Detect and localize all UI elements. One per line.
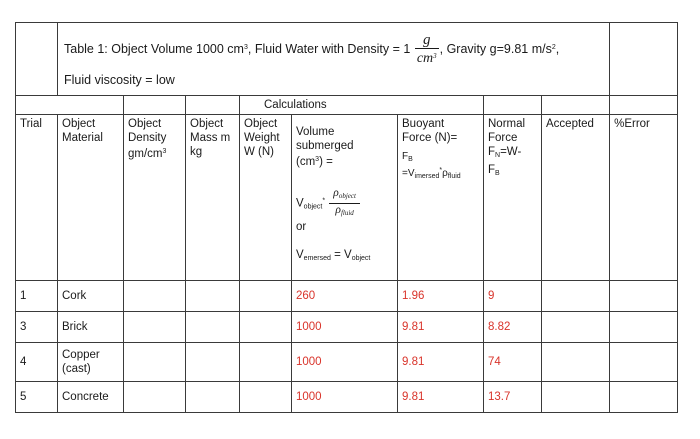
column-header-row [16, 115, 678, 281]
table-row [16, 382, 678, 413]
header-normal: Normal Force $F_N=W-$ $F_B$ [484, 115, 542, 281]
header-density: Object Density $gm/cm^3$ [124, 115, 186, 281]
cell-normal: 8.82 [484, 312, 542, 343]
title-spacer-cell [16, 23, 58, 96]
title-row [16, 23, 678, 96]
caption-viscosity: Fluid viscosity = low [64, 73, 175, 87]
data-table-container [15, 22, 677, 427]
cell-normal: 9 [484, 281, 542, 312]
cell-volume: 260 [292, 281, 398, 312]
table-row [16, 343, 678, 382]
header-material: Object Material [58, 115, 124, 281]
header-weight: Object Weight W (N) [240, 115, 292, 281]
calculations-header: Calculations [240, 96, 484, 115]
volume-formula: $V_{object}^*$ $\frac{\rho_{object}}{\rho_{fluid}}$ [296, 187, 393, 220]
cell-volume: 1000 [292, 382, 398, 413]
buoyant-formula: $F_B$ $=V_{imersed}^*\rho_{fluid}$ [402, 151, 461, 180]
cell-volume: 1000 [292, 343, 398, 382]
title-spacer-cell-right [610, 23, 678, 96]
header-accepted: Accepted [542, 115, 610, 281]
cell-material: Copper (cast) [58, 343, 124, 382]
cell-trial: 5 [16, 382, 58, 413]
cell-trial: 1 [16, 281, 58, 312]
cell-buoyant: 9.81 [398, 343, 484, 382]
cell-normal: 74 [484, 343, 542, 382]
header-mass: Object Mass m kg [186, 115, 240, 281]
cell-buoyant: 1.96 [398, 281, 484, 312]
cell-buoyant: 9.81 [398, 312, 484, 343]
caption-mid: , Fluid Water with Density = 1 [247, 41, 411, 56]
cell-material: Concrete [58, 382, 124, 413]
header-buoyant: Buoyant Force (N)= $F_B$ $=V_{imersed}^*\rho_{fluid}$ [398, 115, 484, 281]
cell-trial: 3 [16, 312, 58, 343]
header-volume: Volume submerged $(cm^3)$ = $V_{object}^*$ $\frac{\rho_{object}}{\rho_{fluid}}$ or $V_{emersed} = V_{object}$ [292, 115, 398, 281]
header-error: %Error [610, 115, 678, 281]
data-table [15, 22, 678, 413]
header-trial: Trial [16, 115, 58, 281]
cell-buoyant: 9.81 [398, 382, 484, 413]
caption-prefix: Table 1: Object Volume 1000 cm [64, 41, 244, 56]
table-caption: Table 1: Object Volume 1000 $cm^3$, Fluid Water with Density = 1 $\frac{g}{cm^3}$ , Gravity g=9.81 $m/s^2$, Fluid viscosity = low [58, 23, 610, 96]
cell-normal: 13.7 [484, 382, 542, 413]
cell-material: Cork [58, 281, 124, 312]
density-ratio-fraction: $\frac{\rho_{object}}{\rho_{fluid}}$ [329, 187, 360, 220]
table-row [16, 281, 678, 312]
table-row [16, 312, 678, 343]
group-header-row [16, 96, 678, 115]
density-fraction: $\frac{g}{cm^3}$ [416, 32, 437, 66]
emersed-formula: $V_{emersed} = V_{object}$ [296, 249, 371, 262]
cell-material: Brick [58, 312, 124, 343]
caption-gravity: , Gravity g=9.81 m/s [439, 41, 552, 56]
cell-trial: 4 [16, 343, 58, 382]
cell-volume: 1000 [292, 312, 398, 343]
